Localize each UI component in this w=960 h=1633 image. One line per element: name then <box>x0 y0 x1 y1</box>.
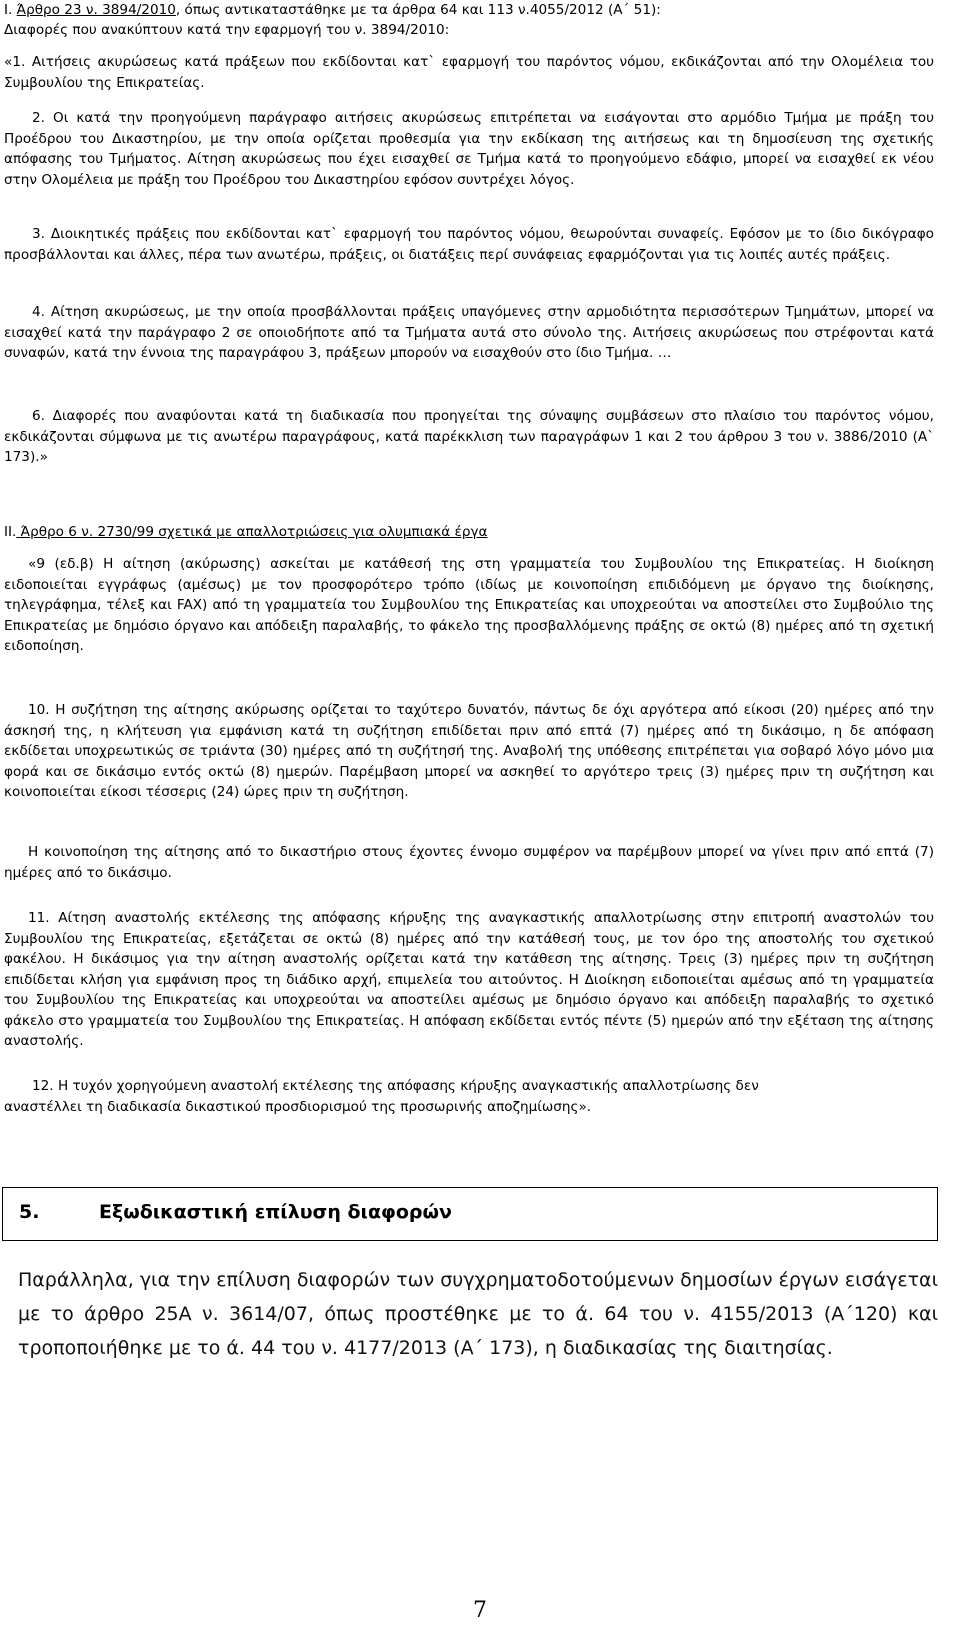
section-2-paragraph-10: 10. Η συζήτηση της αίτησης ακύρωσης ορίζεται το ταχύτερο δυνατόν, πάντως δε όχι αργότερα από είκοσι (20) ημέρες από την άσκησή της, η κλήτευση για εμφάνιση κατά τη συζήτηση επιδίδεται πριν από επτά (7) ημέρες από τη δικάσιμο, η δε απόφαση εκδίδεται υποχρεωτικώς σε τριάντα (30) ημέρες από τη συζήτησή της. Αναβολή της υπόθεσης επιτρέπεται για σοβαρό λόγο μόνο μια φορά και σε δικάσιμο εντός οκτώ (8) ημερών. Παρέμβαση μπορεί να ασκηθεί το αργότερο τρεις (3) ημέρες πριν τη συζήτηση και κοινοποιείται είκοσι τέσσερις (24) ώρες πριν τη συζήτηση. <box>4 702 934 800</box>
section-1-heading-line2: Διαφορές που ανακύπτουν κατά την εφαρμογή του ν. 3894/2010: <box>4 22 450 38</box>
section-1-heading <box>4 0 661 21</box>
section-1-paragraph-1: «1. Αιτήσεις ακυρώσεως κατά πράξεων που εκδίδονται κατ` εφαρμογή του παρόντος νόμου, εκδικάζονται από την Ολομέλεια του Συμβουλίου της Επικρατείας. <box>4 54 934 91</box>
section-2-heading <box>4 522 488 543</box>
section-5-title: Εξωδικαστική επίλυση διαφορών <box>99 1201 452 1223</box>
section-1-paragraph-3: 3. Διοικητικές πράξεις που εκδίδονται κατ` εφαρμογή του παρόντος νόμου, θεωρούνται συναφείς. Εφόσον με το ίδιο δικόγραφο προσβάλλονται και άλλες, πέρα των ανωτέρω, πράξεις, οι διατάξεις περί συνάφειας εφαρμόζονται για τις λοιπές αυτές πράξεις. <box>4 226 934 263</box>
page-number: 7 <box>473 1598 487 1623</box>
section-2-heading-prefix: II. <box>4 524 17 540</box>
section-2-paragraph-9: «9 (εδ.β) Η αίτηση (ακύρωσης) ασκείται με κατάθεσή της στη γραμματεία του Συμβουλίου της Επικρατείας. Η διοίκηση ειδοποιείται εγγράφως (αμέσως) με τον προσφορότερο τρόπο (ιδίως με κοινοποίηση επιδιδόμενη με όργανο της διοίκησης, τηλεγράφημα, τέλεξ και FAX) από τη γραμματεία του Συμβουλίου της Επικρατείας και υποχρεούται να αποστείλει στο Συμβούλιο της Επικρατείας με δημόσιο όργανο και απόδειξη παραλαβής, το φάκελο της προσβαλλόμενης πράξης σε οκτώ (8) ημέρες από τη σχετική ειδοποίηση. <box>4 556 934 654</box>
section-1-heading-prefix: I. <box>4 2 17 18</box>
section-5-number: 5. <box>19 1201 40 1223</box>
section-5-heading-box <box>2 1187 938 1241</box>
section-2-paragraph-11: 11. Αίτηση αναστολής εκτέλεσης της απόφασης κήρυξης της αναγκαστικής απαλλοτρίωσης στην επιτροπή αναστολών του Συμβουλίου της Επικρατείας, εξετάζεται σε οκτώ (8) ημέρες από την κατάθεσή τους, με τον όρο της αποστολής του σχετικού φακέλου. Η δικάσιμος για την αίτηση αναστολής ορίζεται κατά την κατάθεση της αίτησης. Τρεις (3) ημέρες πριν τη συζήτηση επιδίδεται κλήση για εμφάνιση προς τη διάδικο αρχή, επιμελεία του αιτούντος. Η Διοίκηση ειδοποιείται αμέσως από τη γραμματεία του Συμβουλίου της Επικρατείας και υποχρεούται να αποστείλει αμέσως με δημόσιο όργανο και απόδειξη παραλαβής το σχετικό φάκελο στο γραμματεία του Συμβουλίου της Επικρατείας. Η απόφαση εκδίδεται εντός πέντε (5) ημερών από την εξέταση της αίτησης αναστολής. <box>4 910 934 1049</box>
section-5-body: Παράλληλα, για την επίλυση διαφορών των συγχρηματοδοτούμενων δημοσίων έργων εισάγεται με το άρθρο 25Α ν. 3614/07, όπως προστέθηκε με το ά. 64 του ν. 4155/2013 (Α΄120) και τροποποιήθηκε με το ά. 44 του ν. 4177/2013 (Α΄ 173), η διαδικασίας της διαιτησίας. <box>18 1269 938 1359</box>
section-1-heading-rest: , όπως αντικαταστάθηκε με τα άρθρα 64 και 113 ν.4055/2012 (Α΄ 51): <box>175 2 661 18</box>
section-2-heading-link[interactable]: Άρθρο 6 ν. 2730/99 σχετικά με απαλλοτριώσεις για ολυμπιακά έργα <box>16 524 488 540</box>
section-1-paragraph-4: 4. Αίτηση ακυρώσεως, με την οποία προσβάλλονται πράξεις υπαγόμενες στην αρμοδιότητα περισσότερων Τμημάτων, μπορεί να εισαχθεί κατά την παράγραφο 2 σε οποιοδήποτε από τα Τμήματα αυτά στο σύνολο της. Αιτήσεις ακυρώσεως που στρέφονται κατά συναφών, κατά την έννοια της παραγράφου 3, πράξεων μπορούν να εισαχθούν στο ίδιο Τμήμα. … <box>4 304 934 361</box>
section-2-paragraph-12-line2: αναστέλλει τη διαδικασία δικαστικού προσδιορισμού της προσωρινής αποζημίωσης». <box>4 1099 592 1115</box>
section-1-heading-link[interactable]: Άρθρο 23 ν. 3894/2010 <box>16 2 176 18</box>
section-2-paragraph-notification: Η κοινοποίηση της αίτησης από το δικαστήριο στους έχοντες έννομο συμφέρον να παρέμβουν μπορεί να γίνει πριν από επτά (7) ημέρες από το δικάσιμο. <box>4 844 934 881</box>
section-2-paragraph-12-line1: 12. Η τυχόν χορηγούμενη αναστολή εκτέλεσης της απόφασης κήρυξης αναγκαστικής απαλλοτρίωσης δεν <box>32 1078 759 1094</box>
section-1-paragraph-2: 2. Οι κατά την προηγούμενη παράγραφο αιτήσεις ακυρώσεως επιτρέπεται να εισάγονται στο αρμόδιο Τμήμα με πράξη του Προέδρου του Δικαστηρίου, με την οποία ορίζεται προθεσμία για την εκδίκαση της αιτήσεως και τη δημοσίευση της σχετικής απόφασης του Τμήματος. Αίτηση ακυρώσεως που έχει εισαχθεί σε Τμήμα κατά το προηγούμενο εδάφιο, μπορεί να εισαχθεί εκ νέου στην Ολομέλεια με πράξη του Προέδρου του Δικαστηρίου εφόσον συντρέχει λόγος. <box>4 110 934 188</box>
section-1-paragraph-6: 6. Διαφορές που αναφύονται κατά τη διαδικασία που προηγείται της σύναψης συμβάσεων στο πλαίσιο του παρόντος νόμου, εκδικάζονται σύμφωνα με τις ανωτέρω παραγράφους, κατά παρέκκλιση των παραγράφων 1 και 2 του άρθρου 3 του ν. 3886/2010 (Α` 173).» <box>4 408 934 465</box>
